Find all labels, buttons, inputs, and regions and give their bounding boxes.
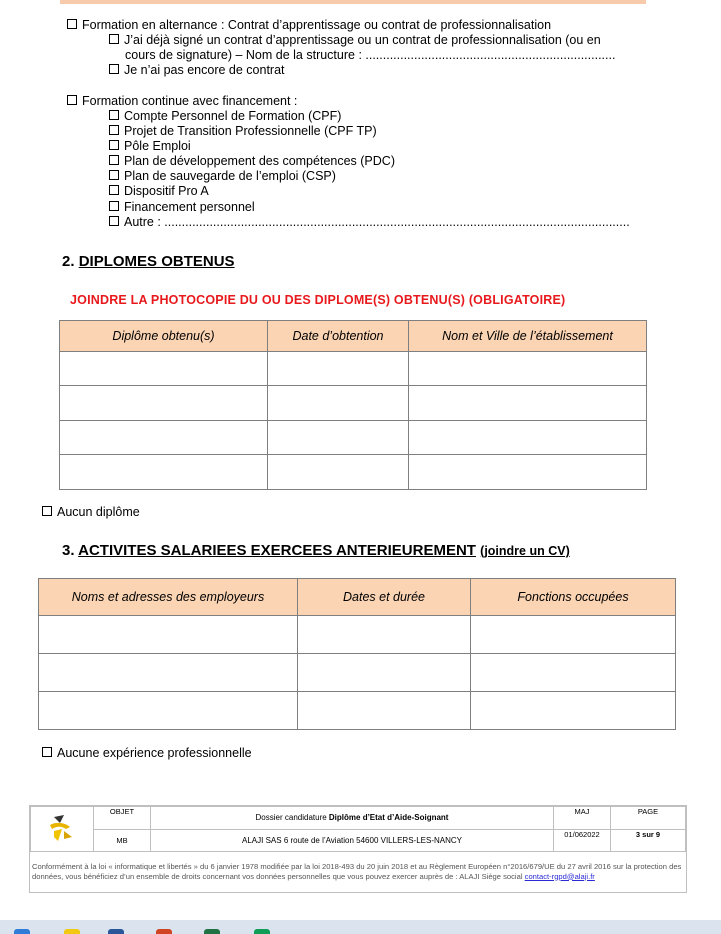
column-header-date: Date d’obtention	[268, 321, 409, 352]
table-cell[interactable]	[39, 654, 298, 692]
mb-label: MB	[94, 829, 151, 852]
table-cell[interactable]	[298, 654, 471, 692]
legal-notice: Conformément à la loi « informatique et libertés » du 6 janvier 1978 modifiée par la loi 2018-493 du 20 juin 2018 et au Règlement Européen n°2016/679/UE du 27 avril 2016 sur la protection des données, vous bénéficiez d’un ensemble de droits concernant vos données personnelles que vous pouvez exercer auprès de : ALAJI Siège social contact-rgpd@alaji.fr	[32, 862, 682, 881]
checkbox-icon[interactable]	[67, 95, 77, 105]
table-cell[interactable]	[298, 692, 471, 730]
option-cpf[interactable]: Compte Personnel de Formation (CPF)	[109, 109, 341, 124]
diplomas-table	[59, 320, 647, 490]
table-cell[interactable]	[60, 386, 268, 421]
option-pas-de-contrat[interactable]: Je n’ai pas encore de contrat	[109, 63, 285, 78]
employment-table	[38, 578, 676, 730]
option-alternance[interactable]: Formation en alternance : Contrat d’apprentissage ou contrat de professionnalisation	[67, 18, 551, 33]
table-row	[39, 654, 676, 692]
table-cell[interactable]	[409, 352, 647, 386]
update-date: 01/062022	[554, 829, 611, 852]
option-formation-continue[interactable]: Formation continue avec financement :	[67, 94, 297, 109]
checkbox-icon[interactable]	[109, 216, 119, 226]
app-icon[interactable]	[156, 929, 172, 934]
table-cell[interactable]	[60, 455, 268, 490]
company-address: ALAJI SAS 6 route de l’Aviation 54600 VILLERS-LES-NANCY	[151, 829, 554, 852]
table-cell[interactable]	[471, 616, 676, 654]
table-cell[interactable]	[471, 692, 676, 730]
option-autre[interactable]: Autre : ......................................................................................................................................	[109, 215, 630, 230]
column-header-diplome: Diplôme obtenu(s)	[60, 321, 268, 352]
checkbox-icon[interactable]	[109, 64, 119, 74]
checkbox-icon[interactable]	[109, 125, 119, 135]
maj-label: MAJ	[554, 807, 611, 830]
top-band	[60, 0, 646, 4]
table-cell[interactable]	[60, 352, 268, 386]
taskbar	[0, 920, 721, 934]
objet-label: OBJET	[94, 807, 151, 830]
option-contrat-signe[interactable]: J’ai déjà signé un contrat d’apprentissage ou un contrat de professionnalisation (ou en	[109, 33, 645, 48]
table-cell[interactable]	[409, 421, 647, 455]
checkbox-icon[interactable]	[42, 506, 52, 516]
checkbox-icon[interactable]	[109, 185, 119, 195]
table-cell[interactable]	[39, 692, 298, 730]
option-aucun-diplome[interactable]: Aucun diplôme	[42, 505, 140, 520]
app-icon[interactable]	[14, 929, 30, 934]
table-cell[interactable]	[409, 386, 647, 421]
page-number: 3 sur 9	[611, 829, 686, 852]
table-cell[interactable]	[409, 455, 647, 490]
app-icon[interactable]	[204, 929, 220, 934]
checkbox-icon[interactable]	[109, 140, 119, 150]
option-aucune-experience[interactable]: Aucune expérience professionnelle	[42, 746, 252, 761]
table-row	[60, 455, 647, 490]
section-3-heading: 3. ACTIVITES SALARIEES EXERCEES ANTERIEUREMENT (joindre un CV)	[62, 542, 570, 559]
checkbox-icon[interactable]	[109, 34, 119, 44]
table-cell[interactable]	[268, 386, 409, 421]
section-2-heading: 2. DIPLOMES OBTENUS	[62, 253, 235, 270]
checkbox-icon[interactable]	[42, 747, 52, 757]
app-icon[interactable]	[254, 929, 270, 934]
diploma-notice: JOINDRE LA PHOTOCOPIE DU OU DES DIPLOME(S) OBTENU(S) (OBLIGATOIRE)	[70, 293, 566, 307]
checkbox-icon[interactable]	[109, 110, 119, 120]
alaji-logo-icon	[31, 807, 94, 852]
document-title: Dossier candidature Diplôme d’Etat d’Aide-Soignant	[151, 807, 554, 830]
checkbox-icon[interactable]	[109, 201, 119, 211]
option-contrat-signe-line2: cours de signature) – Nom de la structure : ........................................................................	[125, 48, 616, 62]
table-cell[interactable]	[298, 616, 471, 654]
table-cell[interactable]	[268, 421, 409, 455]
option-pdc[interactable]: Plan de développement des compétences (PDC)	[109, 154, 395, 169]
column-header-employeurs: Noms et adresses des employeurs	[39, 579, 298, 616]
table-row	[39, 616, 676, 654]
page-label: PAGE	[611, 807, 686, 830]
option-csp[interactable]: Plan de sauvegarde de l’emploi (CSP)	[109, 169, 336, 184]
checkbox-icon[interactable]	[109, 170, 119, 180]
table-cell[interactable]	[39, 616, 298, 654]
contact-email-link[interactable]: contact-rgpd@alaji.fr	[524, 871, 595, 881]
option-financement-personnel[interactable]: Financement personnel	[109, 200, 255, 215]
column-header-dates: Dates et durée	[298, 579, 471, 616]
table-cell[interactable]	[268, 455, 409, 490]
app-icon[interactable]	[108, 929, 124, 934]
option-pole-emploi[interactable]: Pôle Emploi	[109, 139, 191, 154]
table-cell[interactable]	[60, 421, 268, 455]
table-row	[60, 352, 647, 386]
column-header-etablissement: Nom et Ville de l’établissement	[409, 321, 647, 352]
option-cpf-tp[interactable]: Projet de Transition Professionnelle (CPF TP)	[109, 124, 377, 139]
page-footer	[29, 805, 687, 893]
column-header-fonctions: Fonctions occupées	[471, 579, 676, 616]
option-pro-a[interactable]: Dispositif Pro A	[109, 184, 209, 199]
app-icon[interactable]	[64, 929, 80, 934]
table-cell[interactable]	[471, 654, 676, 692]
table-cell[interactable]	[268, 352, 409, 386]
table-row	[39, 692, 676, 730]
table-row	[60, 386, 647, 421]
checkbox-icon[interactable]	[67, 19, 77, 29]
checkbox-icon[interactable]	[109, 155, 119, 165]
table-row	[60, 421, 647, 455]
